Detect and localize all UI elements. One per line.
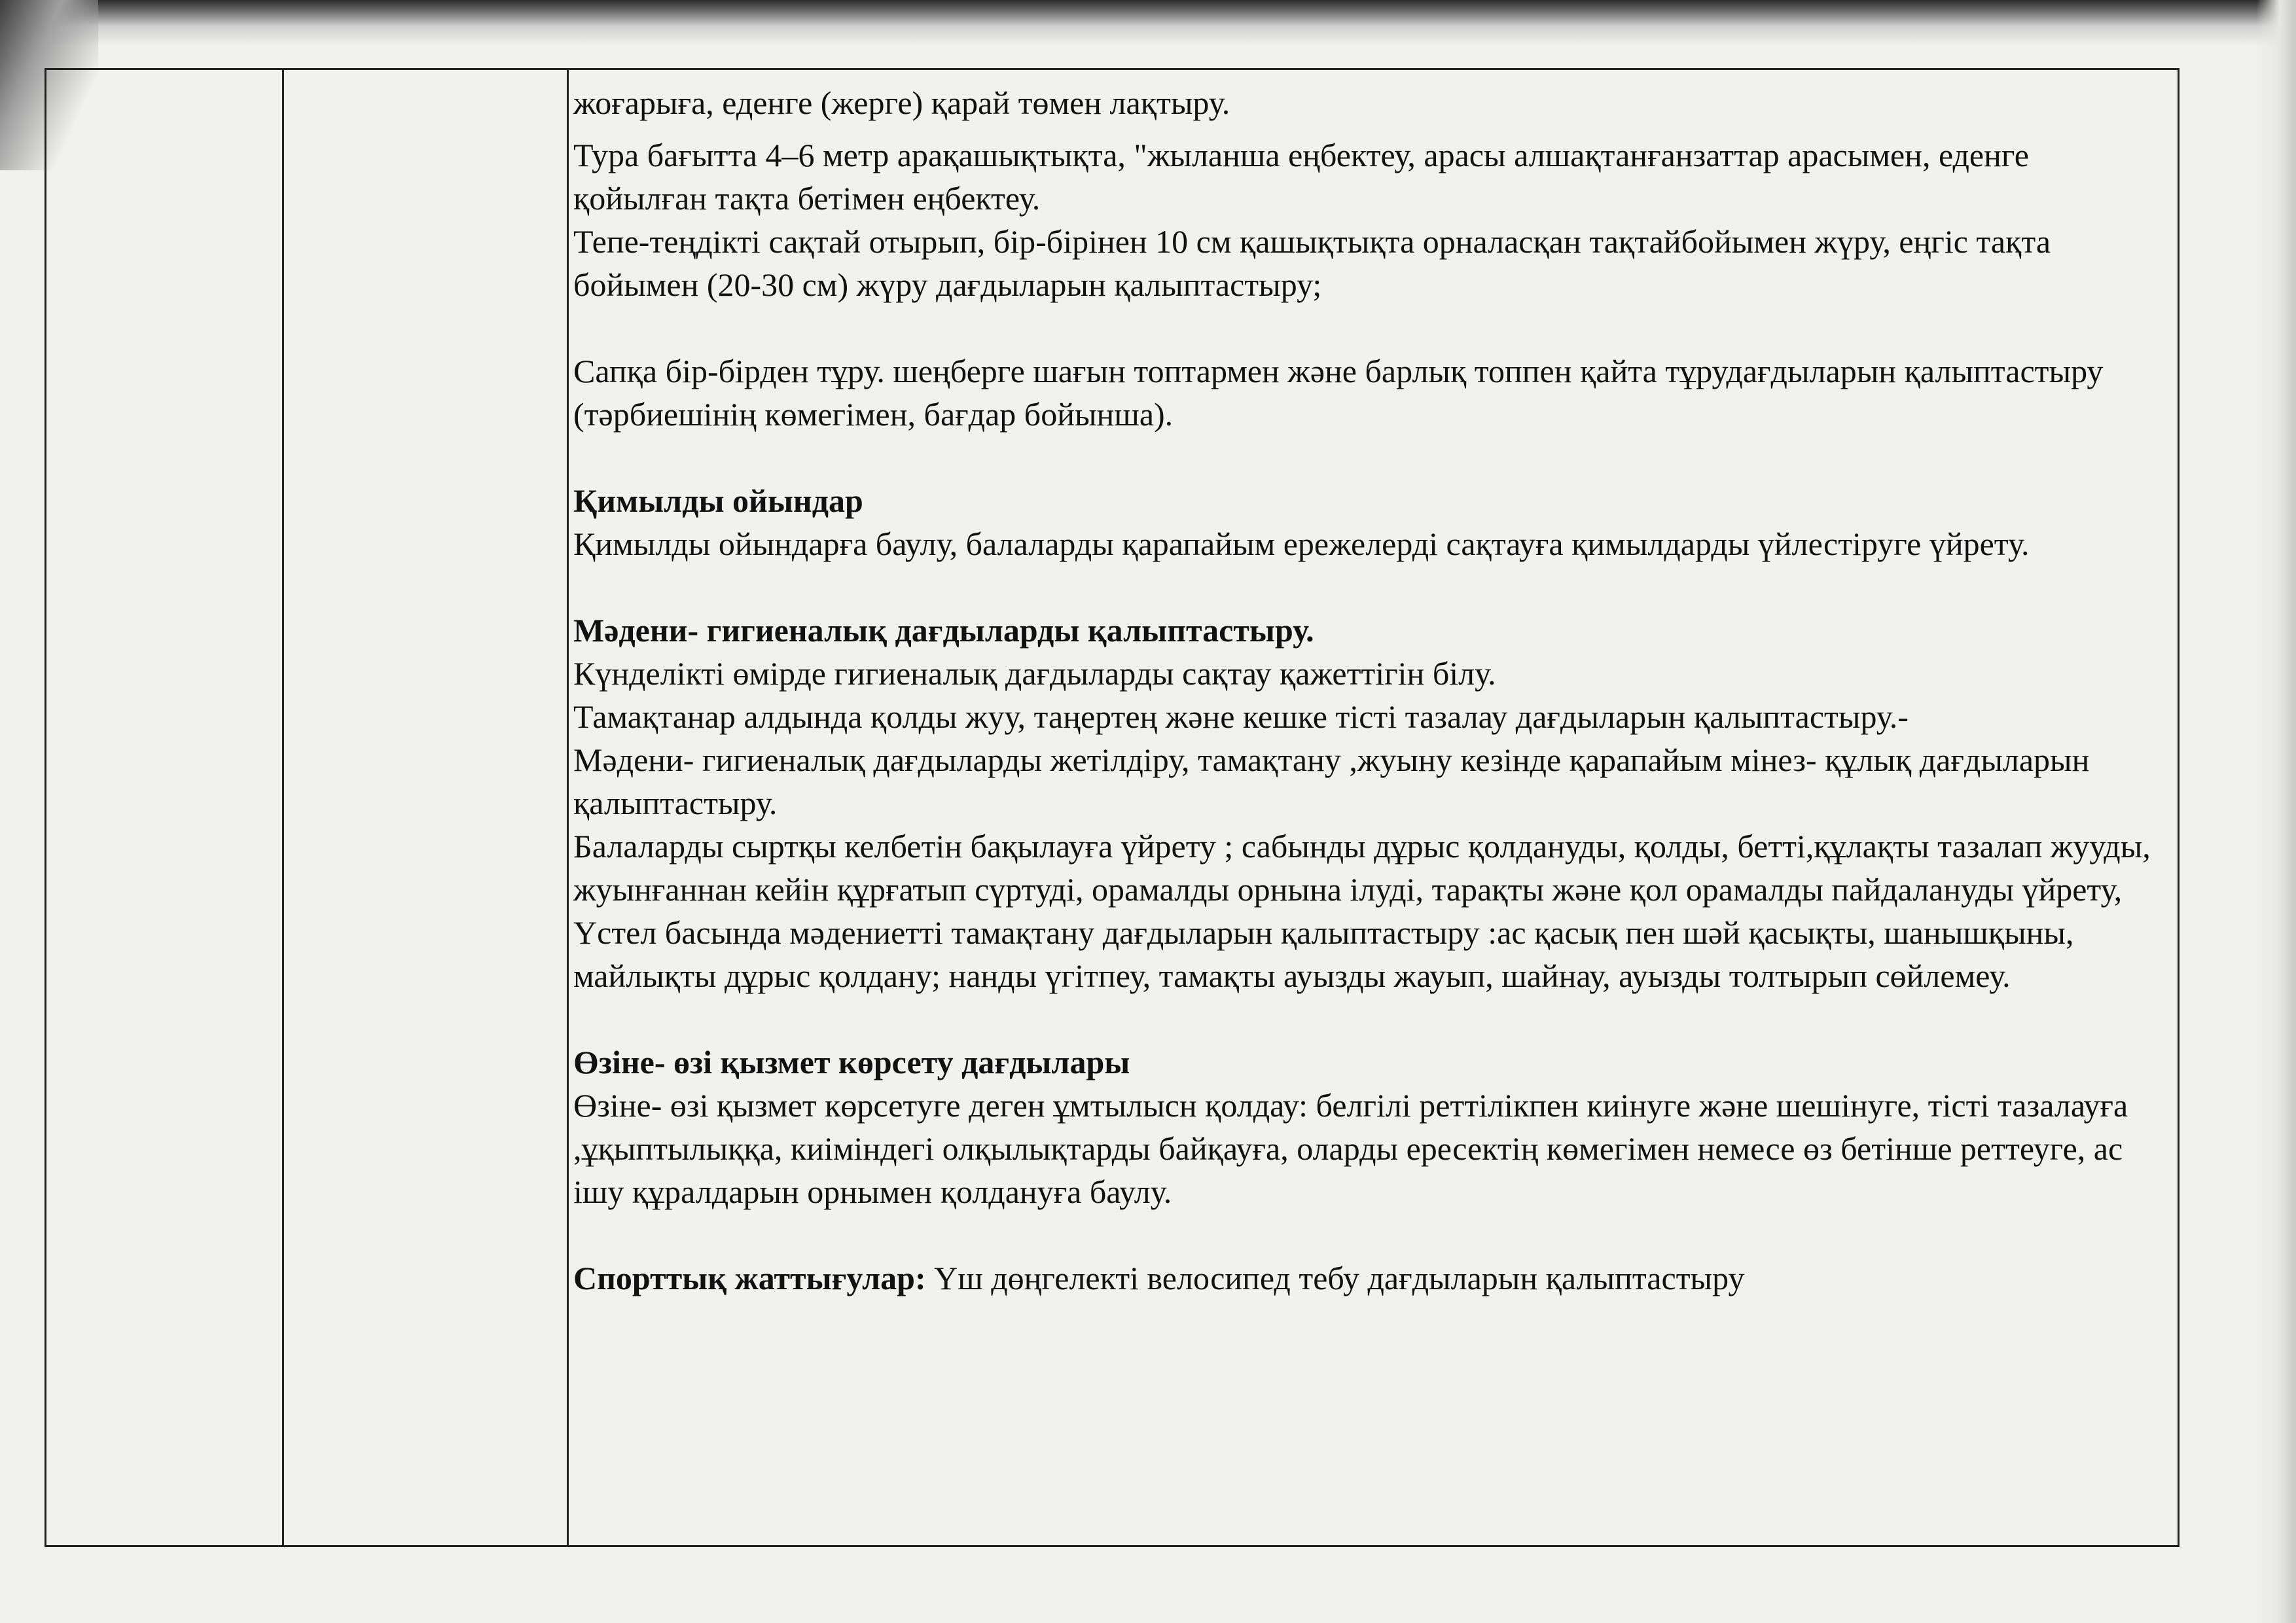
text-line: Тамақтанар алдында қолды жуу, таңертең және кешке тісті тазалау дағдыларын қалыптастыру.- bbox=[573, 698, 1909, 735]
text-line bbox=[573, 1257, 2157, 1300]
text-line: Өзіне- өзі қызмет көрсетуге деген ұмтылысн қолдау: белгілі реттілікпен киінуге және шешінуге, тісті тазалауға ,ұқыптылыққа, киіміндегі олқылықтарды байқауға, оларды ересектің көмегімен немесе өз бетінше реттеуге, ас ішу құралдарын орнымен қолдануға баулу. bbox=[573, 1087, 2128, 1210]
inline-text: Үш дөңгелекті велосипед тебу дағдыларын қалыптастыру bbox=[925, 1260, 1745, 1296]
text-line: Балаларды сыртқы келбетін бақылауға үйрету ; сабынды дұрыс қолдануды, қолды, бетті,құлақты тазалап жууды, жуынғаннан кейін құрғатып сүртуді, орамалды орнына ілуді, тарақты және қол орамалды пайдалануды үйрету, bbox=[573, 828, 2151, 908]
page-right-shadow bbox=[2257, 0, 2296, 1623]
section-moving-games bbox=[573, 479, 2157, 565]
text-line: Мәдени- гигиеналық дағдыларды жетілдіру, тамақтану ,жуыну кезінде қарапайым мінез- құлық дағдыларын қалыптастыру. bbox=[573, 741, 2090, 821]
section-hygiene bbox=[573, 609, 2157, 997]
text-line: жоғарыға, еденге (жерге) қарай төмен лақтыру. bbox=[573, 84, 1230, 121]
text-line: Үстел басында мәдениетті тамақтану дағдыларын қалыптастыру :ас қасық пен шәй қасықты, шанышқыны, майлықты дұрыс қолдану; нанды үгітпеу, тамақты ауызды жауып, шайнау, ауызды толтырып сөйлемеу. bbox=[573, 914, 2074, 994]
column-divider-1 bbox=[282, 70, 284, 1545]
text-line: Тепе-теңдікті сақтай отырып, бір-бірінен 10 см қашықтықта орналасқан тақтайбойымен жүру, еңгіс тақта бойымен (20-30 см) жүру дағдыларын қалыптастыру; bbox=[573, 223, 2051, 303]
section-sports-exercises bbox=[573, 1257, 2157, 1300]
text-line: Сапқа бір-бірден тұру. шеңберге шағын топтармен және барлық топпен қайта тұрудағдыларын қалыптастыру (тәрбиешінің көмегімен, бағдар бойынша). bbox=[573, 353, 2104, 433]
text-line: Қимылды ойындарға баулу, балаларды қарапайым ережелерді сақтауға қимылдарды үйлестіруге үйрету. bbox=[573, 526, 2030, 562]
section-heading: Мәдени- гигиеналық дағдыларды қалыптастыру. bbox=[573, 612, 1314, 649]
section-heading: Қимылды ойындар bbox=[573, 482, 863, 519]
text-line: Тура бағытта 4–6 метр арақашықтықта, "жыланша еңбектеу, арасы алшақтанғанзаттар арасымен, еденге қойылған тақта бетімен еңбектеу. bbox=[573, 137, 2029, 217]
paragraph-block-2 bbox=[573, 349, 2157, 436]
section-self-service bbox=[573, 1041, 2157, 1213]
inline-heading: Спорттық жаттығулар: bbox=[573, 1260, 926, 1296]
section-heading: Өзіне- өзі қызмет көрсету дағдылары bbox=[573, 1044, 1130, 1080]
page-top-shadow bbox=[0, 0, 2296, 46]
paragraph-block-1 bbox=[573, 81, 2157, 306]
column-divider-2 bbox=[567, 70, 569, 1545]
table-content-cell bbox=[573, 81, 2157, 1300]
text-line: Күнделікті өмірде гигиеналық дағдыларды сақтау қажеттігін білу. bbox=[573, 655, 1496, 692]
